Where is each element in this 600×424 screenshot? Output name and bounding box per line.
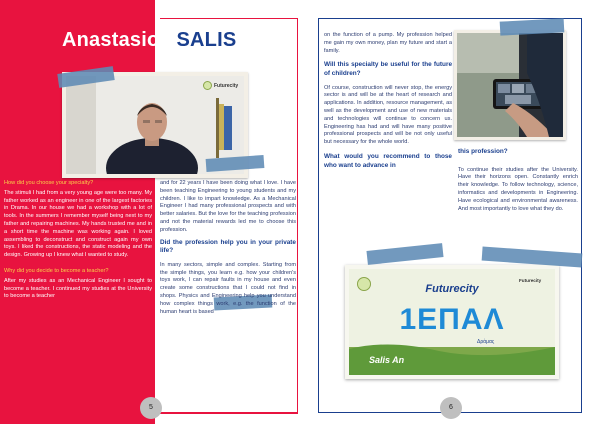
question-1: How did you choose your specialty? [4, 180, 94, 186]
answer-3: In many sectors, simple and complex. Starting from the simple things, you learn e.g. how your children's toys work, I can repair faults in my house and even create some constructions that I could not find in shops. Physics and Engineering help you understand how complex things work, e.g. the function of the human heart is based [160, 261, 296, 315]
answer-2-continued: and for 22 years I have been doing what I love. I have been teaching Engineering to young students and my children. I like to impart knowledge. As a Mechanical Engineer I had many professional prospects and with better salaries. But the love for the teaching profession and not the material rewards led me to choose this profession. [160, 180, 296, 233]
school-logo-subtitle: Δράμας [477, 339, 495, 345]
school-logo-text: 1ΕΠΑΛ [399, 303, 505, 336]
question-5-start: What would you recommend to those who want to advance in [324, 152, 452, 169]
page-number-right: 6 [440, 397, 462, 419]
phone-call-photo [457, 33, 563, 137]
question-3: Did the profession help you in your private life? [160, 238, 296, 255]
page-title [62, 29, 236, 52]
answer-1: The stimuli I had from a very young age were too many. My father worked as an engineer in one of the largest factories in Drama. In our house we had a workshop with a lot of tools. In the summers I remember myself being next to my father and repairing machines. My hands trusted me and in a short time the machine was working again. I loved assembling to deconstruct and construct again my own toys. I liked the constructions, the static modeling and the design. Growing up I knew what I wanted to study. [4, 189, 152, 259]
answer-2: After my studies as an Mechanical Engineer I sought to become a teacher. I continued my studies at the University to become a teacher [4, 277, 152, 300]
answer-3-continued: on the function of a pump. My profession helped me gain my own money, plan my future and start a family. [324, 32, 452, 54]
video-logo-text: Futurecity [214, 83, 239, 89]
page-number-left: 5 [140, 397, 162, 419]
interview-column-3 [324, 32, 452, 176]
question-5-end: this profession? [458, 148, 508, 155]
video-call-phone-image [457, 33, 563, 137]
futurecity-logo-small: Futurecity [519, 278, 542, 283]
question-4: Will this specialty be useful for the future of children? [324, 61, 452, 77]
last-name: SALIS [176, 29, 237, 51]
interview-column-2 [160, 180, 296, 320]
answer-4: Of course, construction will never stop, the energy sector is and will be at the heart of research and applications. In addition, resource management, as well as the development and use of new materials and technologies will continue to concern us. Engineering has had and will have many positive professional prospects and will be not only useful but necessary for the whole world. [324, 84, 452, 146]
interview-column-4 [458, 148, 578, 213]
banner-title: Futurecity [425, 283, 479, 295]
answer-5: To continue their studies after the University. Have their horizons open. Constantly enrich their knowledge. To follow technology, science, informatics and developments in Engineering. Have ecological and environmental awareness. And most importantly to love what they do. [458, 166, 578, 212]
school-emblem-icon [203, 81, 212, 90]
futurecity-banner [349, 269, 555, 375]
interview-column-1 [4, 180, 152, 309]
first-name: Anastasios [62, 29, 171, 51]
question-2: Why did you decide to become a teacher? [4, 267, 109, 274]
banner-caption: Salis An [369, 355, 405, 365]
